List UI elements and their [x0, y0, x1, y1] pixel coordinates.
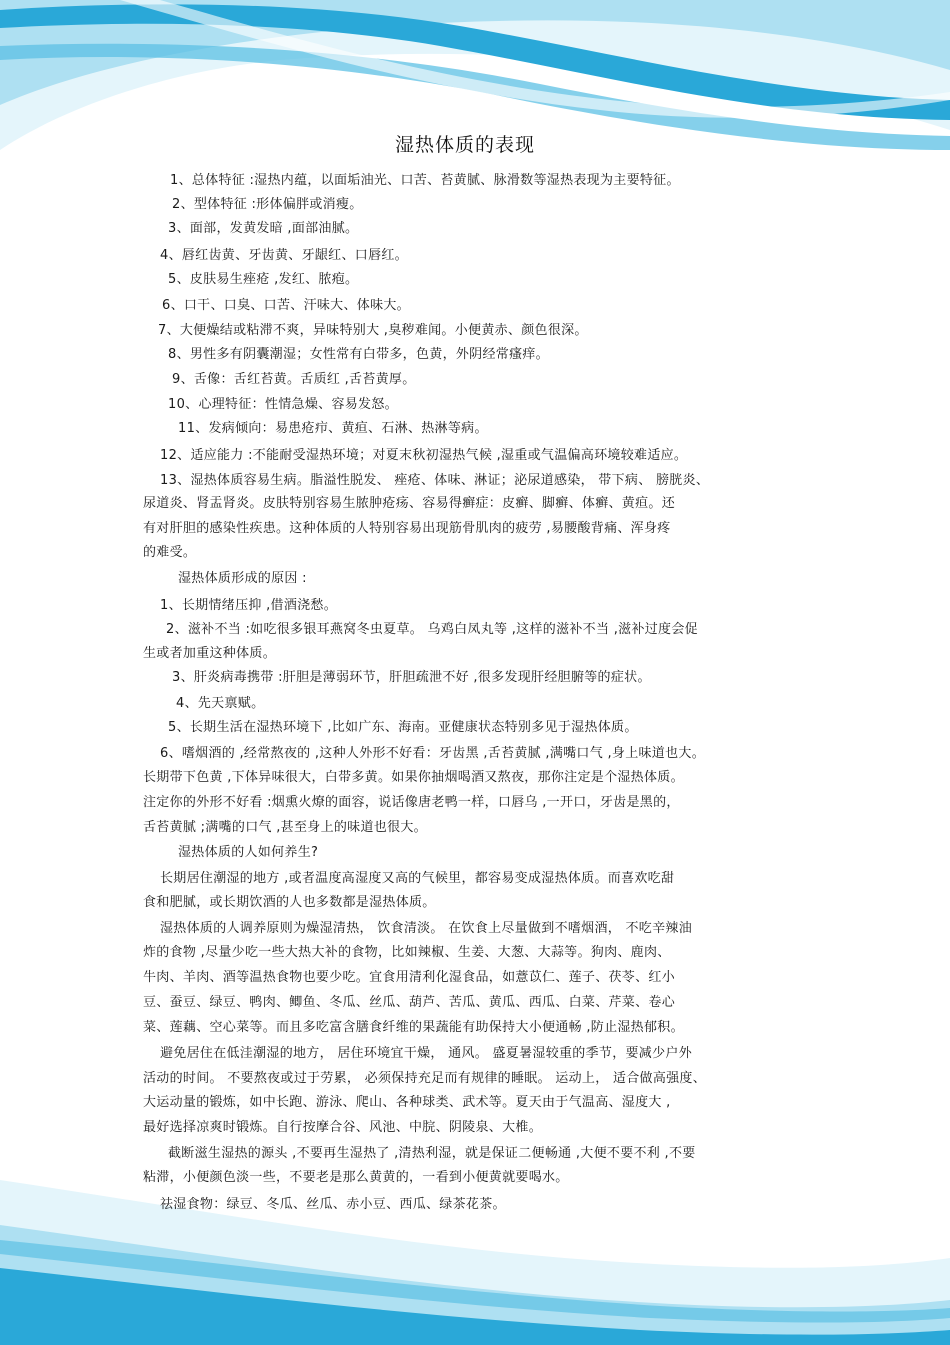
text-line: 9、舌像：舌红苔黄。舌质红 ,舌苔黄厚。: [172, 372, 416, 387]
text-line: 13、湿热体质容易生病。脂溢性脱发、 痤疮、体味、淋证；泌尿道感染， 带下病、 膀胱炎、: [160, 473, 710, 488]
text-line: 最好选择凉爽时锻炼。自行按摩合谷、风池、中脘、阴陵泉、大椎。: [143, 1120, 543, 1135]
text-line: 3、面部，发黄发暗 ,面部油腻。: [168, 221, 359, 236]
text-line: 注定你的外形不好看 :烟熏火燎的面容，说话像唐老鸭一样，口唇乌 ,一开口，牙齿是黑的，: [143, 795, 680, 810]
text-line: 2、型体特征 :形体偏胖或消瘦。: [172, 197, 363, 212]
text-line: 10、心理特征：性情急燥、容易发怒。: [168, 397, 398, 412]
text-line: 5、皮肤易生痤疮 ,发红、脓疱。: [168, 272, 359, 287]
text-line: 4、唇红齿黄、牙齿黄、牙龈红、口唇红。: [160, 248, 408, 263]
text-line: 的难受。: [143, 545, 197, 560]
text-line: 5、长期生活在湿热环境下 ,比如广东、海南。亚健康状态特别多见于湿热体质。: [168, 720, 638, 735]
text-line: 尿道炎、肾盂肾炎。皮肤特别容易生脓肿疮疡、容易得癣症：皮癣、脚癣、体癣、黄疸。还: [143, 496, 676, 511]
text-line: 豆、蚕豆、绿豆、鸭肉、鲫鱼、冬瓜、丝瓜、葫芦、苦瓜、黄瓜、西瓜、白菜、芹菜、卷心: [143, 995, 676, 1010]
section-heading-care: 湿热体质的人如何养生?: [178, 845, 319, 860]
text-line: 大运动量的锻炼，如中长跑、游泳、爬山、各种球类、武术等。夏天由于气温高、湿度大 ,: [143, 1095, 671, 1110]
text-line: 活动的时间。 不要熬夜或过于劳累， 必须保持充足而有规律的睡眠。 运动上， 适合做高强度、: [143, 1071, 707, 1086]
page-title: 湿热体质的表现: [394, 134, 535, 156]
text-line: 11、发病倾向：易患疮疖、黄疸、石淋、热淋等病。: [178, 421, 488, 436]
text-line: 截断滋生湿热的源头 ,不要再生湿热了 ,清热利湿，就是保证二便畅通 ,大便不要不利 ,不要: [168, 1146, 696, 1161]
text-line: 6、口干、口臭、口苦、汗味大、体味大。: [162, 298, 410, 313]
text-line: 7、大便燥结或粘滞不爽，异味特别大 ,臭秽难闻。小便黄赤、颜色很深。: [158, 323, 588, 338]
section-heading-causes: 湿热体质形成的原因 :: [178, 571, 307, 586]
text-line: 3、肝炎病毒携带 :肝胆是薄弱环节，肝胆疏泄不好 ,很多发现肝经胆腑等的症状。: [172, 670, 651, 685]
text-line: 食和肥腻，或长期饮酒的人也多数都是湿热体质。: [143, 895, 436, 910]
text-line: 长期带下色黄 ,下体异味很大，白带多黄。如果你抽烟喝酒又熬夜，那你注定是个湿热体质。: [143, 770, 684, 785]
text-line: 祛湿食物：绿豆、冬瓜、丝瓜、赤小豆、西瓜、绿茶花茶。: [160, 1197, 506, 1212]
text-line: 2、滋补不当 :如吃很多银耳燕窝冬虫夏草。 乌鸡白凤丸等 ,这样的滋补不当 ,滋补过度会促: [166, 622, 698, 637]
text-line: 湿热体质的人调养原则为燥湿清热， 饮食清淡。 在饮食上尽量做到不嗜烟酒， 不吃辛辣油: [160, 921, 692, 936]
text-line: 舌苔黄腻 ;满嘴的口气 ,甚至身上的味道也很大。: [143, 820, 427, 835]
text-line: 4、先天禀赋。: [176, 696, 265, 711]
text-line: 12、适应能力 :不能耐受湿热环境；对夏末秋初湿热气候 ,湿重或气温偏高环境较难适应。: [160, 448, 688, 463]
text-line: 1、总体特征 :湿热内蕴，以面垢油光、口苦、苔黄腻、脉滑数等湿热表现为主要特征。: [170, 173, 680, 188]
text-line: 8、男性多有阴囊潮湿；女性常有白带多，色黄，外阴经常瘙痒。: [168, 347, 549, 362]
text-line: 有对肝胆的感染性疾患。这种体质的人特别容易出现筋骨肌肉的疲劳 ,易腰酸背痛、浑身疼: [143, 521, 671, 536]
text-line: 炸的食物 ,尽量少吃一些大热大补的食物，比如辣椒、生姜、大葱、大蒜等。狗肉、鹿肉、: [143, 945, 671, 960]
text-line: 1、长期情绪压抑 ,借酒浇愁。: [160, 598, 338, 613]
text-line: 长期居住潮湿的地方 ,或者温度高湿度又高的气候里，都容易变成湿热体质。而喜欢吃甜: [160, 871, 675, 886]
text-line: 粘滞，小便颜色淡一些，不要老是那么黄黄的，一看到小便黄就要喝水。: [143, 1170, 569, 1185]
text-line: 生或者加重这种体质。: [143, 646, 277, 661]
text-line: 避免居住在低洼潮湿的地方， 居住环境宜干燥， 通风。 盛夏暑湿较重的季节，要减少户外: [160, 1046, 692, 1061]
text-line: 菜、莲藕、空心菜等。而且多吃富含膳食纤维的果蔬能有助保持大小便通畅 ,防止湿热郁积。: [143, 1020, 684, 1035]
text-line: 6、嗜烟酒的 ,经常熬夜的 ,这种人外形不好看：牙齿黑 ,舌苔黄腻 ,满嘴口气 ,身上味道也大。: [160, 746, 705, 761]
text-line: 牛肉、羊肉、酒等温热食物也要少吃。宜食用清利化湿食品，如薏苡仁、莲子、茯苓、红小: [143, 970, 676, 985]
